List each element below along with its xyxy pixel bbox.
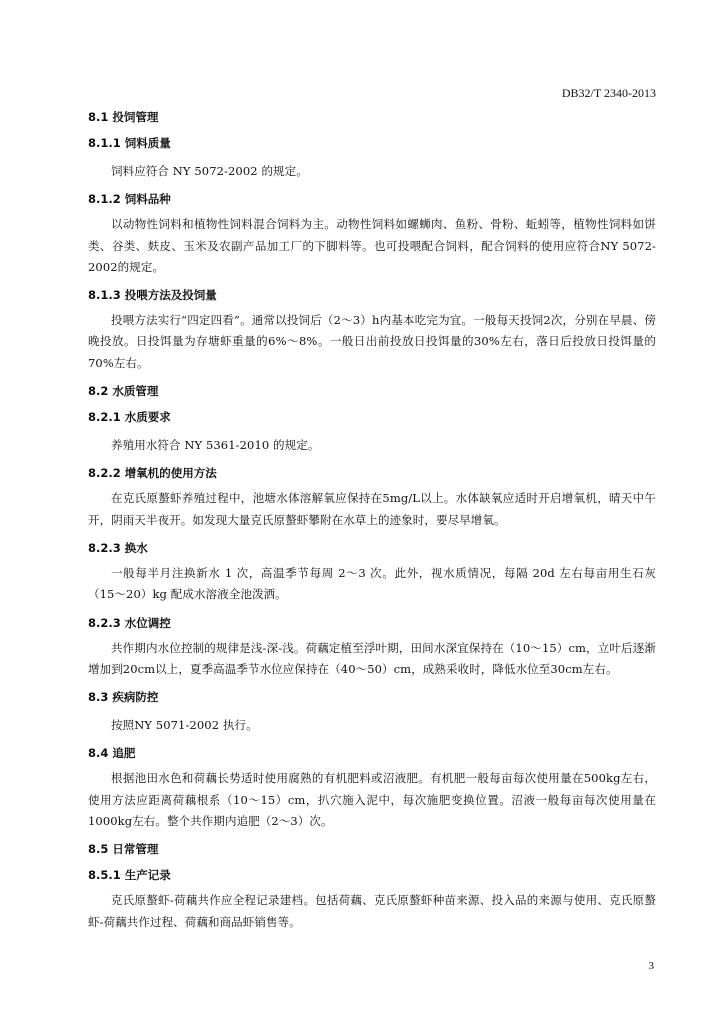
section-heading: 8.1.2 饲料品种 [88, 192, 171, 207]
section-heading: 8.2.1 水质要求 [88, 410, 171, 425]
body-paragraph: 一般每半月注换新水 1 次，高温季节每周 2～3 次。此外，视水质情况，每隔 20d 左右每亩用生石灰（15～20）kg 配成水溶液全池泼洒。 [88, 565, 656, 602]
section-heading: 8.1.3 投喂方法及投饲量 [88, 288, 217, 303]
body-paragraph: 根据池田水色和荷藕长势适时使用腐熟的有机肥料或沼液肥。有机肥一般每亩每次使用量在500kg左右，使用方法应距离荷藕根系（10～15）cm，扒穴施入泥中，每次施肥变换位置。沼液一般每亩每次使用量在1000kg左右。整个共作期内追肥（2～3）次。 [88, 771, 656, 829]
section-heading: 8.2 水质管理 [88, 384, 159, 399]
body-paragraph: 按照NY 5071-2002 执行。 [111, 718, 258, 733]
body-paragraph: 养殖用水符合 NY 5361-2010 的规定。 [111, 438, 320, 453]
body-paragraph: 投喂方法实行“四定四看”。通常以投饲后（2～3）h内基本吃完为宜。一般每天投饲2次，分别在早晨、傍晚投放。日投饵量为存塘虾重量的6%～8%。一般日出前投放日投饵量的30%左右，落日后投放日投饵量的70%左右。 [88, 313, 656, 370]
section-heading: 8.2.2 增氧机的使用方法 [88, 466, 217, 481]
body-paragraph: 共作期内水位控制的规律是浅-深-浅。荷藕定植至浮叶期，田间水深宜保持在（10～15）cm，立叶后逐渐增加到20cm以上，夏季高温季节水位应保持在（40～50）cm，成熟采收时，降低水位至30cm左右。 [88, 640, 656, 676]
section-heading: 8.5 日常管理 [88, 842, 159, 857]
body-paragraph: 饲料应符合 NY 5072-2002 的规定。 [111, 164, 308, 178]
body-paragraph: 以动物性饲料和植物性饲料混合饲料为主。动物性饲料如螺蛳肉、鱼粉、骨粉、蚯蚓等，植物性饲料如饼类、谷类、麸皮、玉米及农副产品加工厂的下脚料等。也可投喂配合饲料，配合饲料的使用应符合NY 5072-2002的规定。 [88, 217, 656, 274]
section-heading: 8.1.1 饲料质量 [88, 136, 171, 150]
body-paragraph: 在克氏原螯虾养殖过程中，池塘水体溶解氧应保持在5mg/L以上。水体缺氧应适时开启增氧机，晴天中午开，阴雨天半夜开。如发现大量克氏原螯虾攀附在水草上的迹象时，要尽早增氧。 [88, 491, 656, 527]
section-heading: 8.4 追肥 [88, 746, 136, 761]
section-heading: 8.3 疾病防控 [88, 690, 159, 705]
body-paragraph: 克氏原螯虾-荷藕共作应全程记录建档。包括荷藕、克氏原螯虾种苗来源、投入品的来源与使用、克氏原螯虾-荷藕共作过程、荷藕和商品虾销售等。 [88, 893, 656, 929]
section-heading: 8.1 投饲管理 [88, 110, 159, 124]
section-heading: 8.2.3 换水 [88, 540, 148, 555]
document-code: DB32/T 2340-2013 [561, 86, 656, 100]
page-number: 3 [648, 960, 654, 972]
document-body [88, 109, 656, 933]
section-heading: 8.5.1 生产记录 [88, 868, 171, 883]
section-heading: 8.2.3 水位调控 [88, 615, 171, 630]
